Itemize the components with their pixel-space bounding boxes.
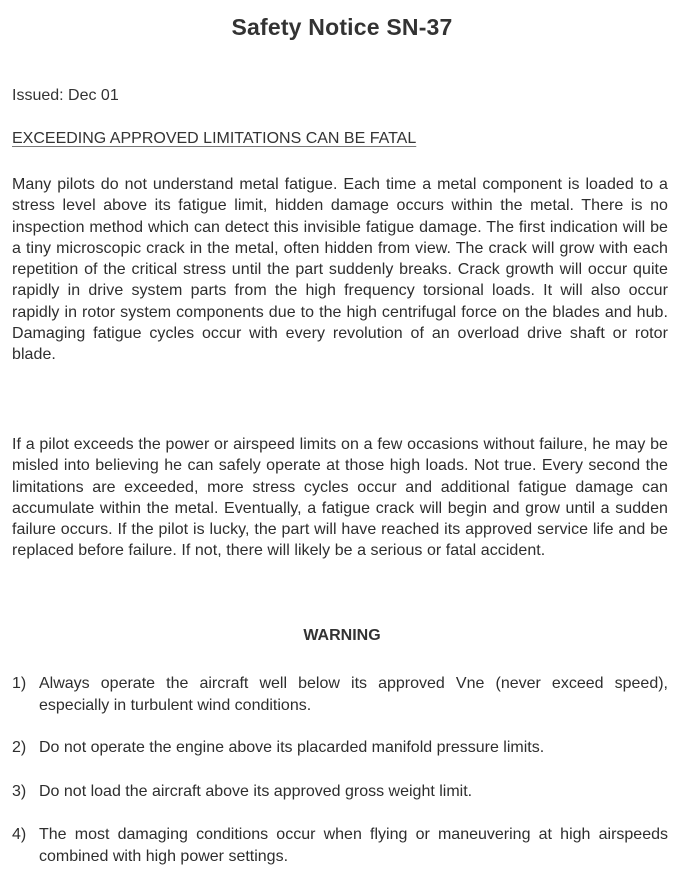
warning-item-text: Always operate the aircraft well below its approved Vne (never exceed speed), especially in turbulent wind conditions. — [39, 675, 668, 714]
warning-item — [12, 737, 668, 759]
warning-heading: WARNING — [303, 627, 381, 644]
warning-item-number: 2) — [12, 739, 27, 756]
notice-headline: EXCEEDING APPROVED LIMITATIONS CAN BE FATAL — [12, 130, 417, 147]
body-paragraph-metal-fatigue: Many pilots do not understand metal fatigue. Each time a metal component is loaded to a stress level above its fatigue limit, hidden damage occurs within the metal. There is no inspection method which can detect this invisible fatigue damage. The first indication will be a tiny microscopic crack in the metal, often hidden from view. The crack will grow with each repetition of the critical stress until the part suddenly breaks. Crack growth will occur quite rapidly in drive system parts from the high frequency torsional loads. It will also occur rapidly in rotor system components due to the high centrifugal force on the blades and hub. Damaging fatigue cycles occur with every revolution of an overload drive shaft or rotor blade. — [12, 176, 668, 364]
warning-item — [12, 673, 668, 716]
body-paragraph-exceeding-limits: If a pilot exceeds the power or airspeed limits on a few occasions without failure, he may be misled into believing he can safely operate at those high loads. Not true. Every second the limitations are exceeded, more stress cycles occur and additional fatigue damage can accumulate within the metal. Eventually, a fatigue crack will begin and grow until a sudden failure occurs. If the pilot is lucky, the part will have reached its approved service life and be replaced before failure. If not, there will likely be a serious or fatal accident. — [12, 436, 668, 560]
page-title: Safety Notice SN-37 — [231, 14, 453, 40]
warning-item-text: Do not load the aircraft above its approved gross weight limit. — [39, 783, 473, 800]
warning-item — [12, 824, 668, 867]
warning-item-number: 4) — [12, 826, 27, 843]
warning-item-text: The most damaging conditions occur when flying or maneuvering at high airspeeds combined with high power settings. — [39, 826, 668, 865]
warning-item-number: 3) — [12, 783, 27, 800]
issued-date: Issued: Dec 01 — [12, 87, 119, 104]
warning-item — [12, 781, 668, 803]
warning-item-text: Do not operate the engine above its placarded manifold pressure limits. — [39, 739, 545, 756]
warning-item-number: 1) — [12, 675, 27, 692]
